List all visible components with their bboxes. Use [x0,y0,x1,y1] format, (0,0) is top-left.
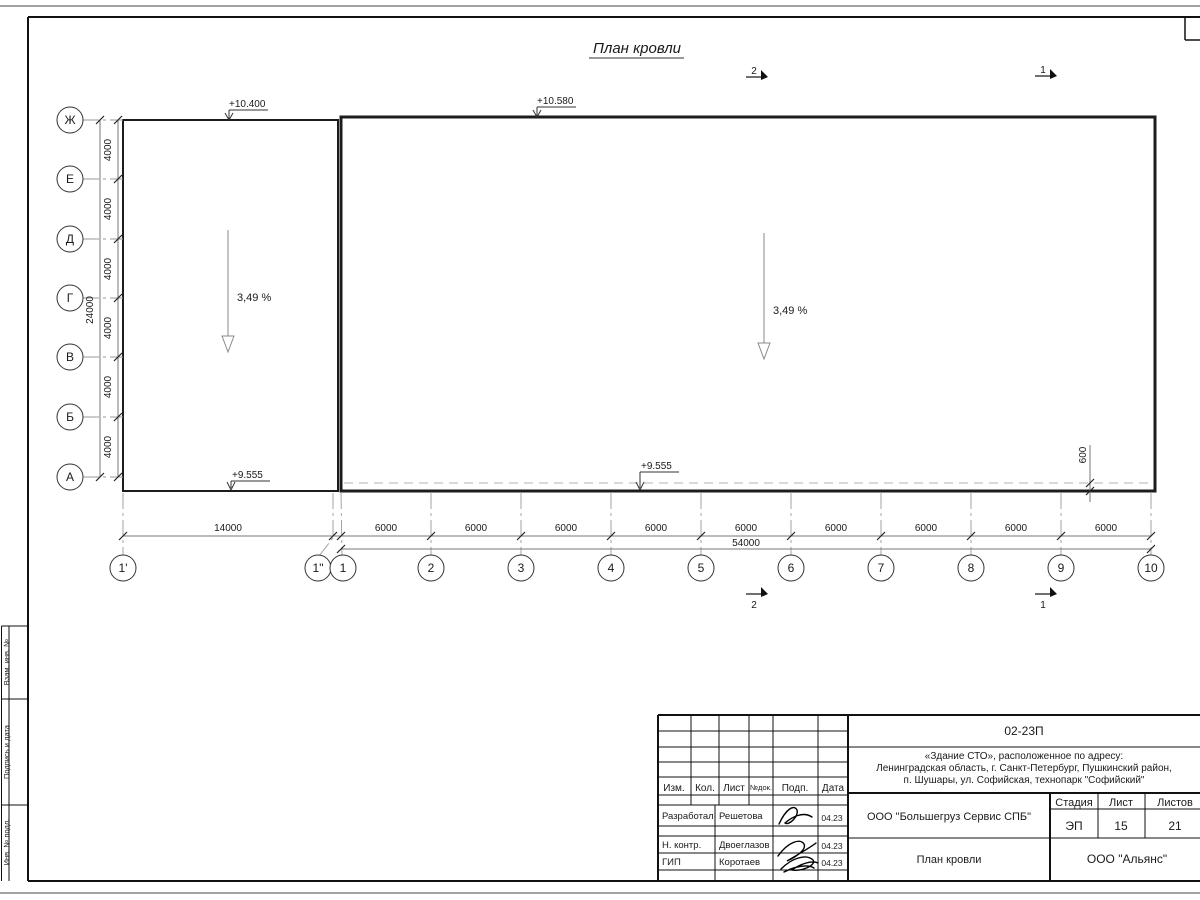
title-block [658,715,1200,881]
left-axis-grid [57,107,123,490]
tb-header-list: Лист [723,783,745,794]
axis-bubble-label: 10 [1144,561,1158,575]
dim-label-6000: 6000 [734,523,758,534]
dimension-ticks [119,532,1155,553]
axis-bubble-label: В [65,350,75,364]
axis-bubble-label: Б [66,410,74,424]
dim-label-54000: 54000 [732,538,760,549]
elevation-value: +10.400 [229,99,266,110]
elevation-mark-top-left [225,99,268,120]
dim-label-6000: 6000 [464,523,488,534]
tb-drawing-title: План кровли [916,854,982,866]
dim-label-6000: 6000 [644,523,668,534]
axis-bubble-label: 5 [697,561,705,575]
tb-doc-number: 02-23П [1004,724,1044,738]
dim-label-6000: 6000 [914,523,938,534]
axis-bubble-label: 1" [312,561,324,575]
dim-label-4000: 4000 [103,197,114,221]
dim-label-4000: 4000 [103,375,114,399]
tb-name: Двоеглазов [719,840,770,851]
dim-label-4000: 4000 [103,435,114,459]
dim-label-6000: 6000 [1004,523,1028,534]
right-building-outline [341,117,1155,491]
tb-stage-value: ЭП [1065,819,1083,833]
section-number: 2 [751,66,757,77]
signature-reshetova [779,808,812,824]
axis-bubble-label: Ж [64,113,76,127]
section-mark-2-bottom [746,587,768,611]
tb-header-ndok: №док. [750,783,772,792]
building-outlines [123,117,1155,491]
axis-bubble-label: 3 [517,561,525,575]
axis-bubble-label: 1 [339,561,347,575]
dim-label-6000: 6000 [824,523,848,534]
dim-label-6000: 6000 [554,523,578,534]
corner-doc-box [1185,18,1200,40]
dim-label-4000: 4000 [103,138,114,162]
tb-date: 04.23 [821,858,843,868]
dim-label-4000: 4000 [103,257,114,281]
axis-bubble-label: 1' [118,561,128,575]
tb-project-line: «Здание СТО», расположенное по адресу: [924,751,1124,762]
tb-header-podp: Подп. [781,783,809,794]
axis-bubble-label: Г [66,291,74,305]
tb-name: Коротаев [719,857,761,868]
axis-bubble-label: 9 [1057,561,1065,575]
margin-stamp-label: Подпись и дата [2,725,11,779]
dim-label-4000: 4000 [103,316,114,340]
tb-role: Н. контр. [662,840,702,851]
tb-stage-label: Стадия [1055,797,1093,809]
elevation-value: +10.580 [537,96,574,107]
tb-sheets-value: 21 [1168,819,1182,833]
tb-sheet-label: Лист [1109,797,1133,809]
tb-name: Решетова [719,811,763,822]
slope-value: 3,49 % [237,292,272,304]
section-number: 1 [1040,65,1046,76]
tb-date: 04.23 [821,813,843,823]
dim-label-6000: 6000 [1094,523,1118,534]
section-mark-2-top [746,66,768,80]
tb-header-kol: Кол. [695,783,715,794]
slope-value: 3,49 % [773,305,808,317]
axis-bubble-label: 4 [607,561,615,575]
left-building-outline [123,120,338,491]
tb-role: ГИП [662,857,681,868]
axis-bubble-label: 2 [427,561,435,575]
dim-label-24000: 24000 [85,296,96,324]
axis-bubble-label: Д [65,232,75,246]
tb-role: Разработал [662,811,714,822]
tb-header-data: Дата [821,783,845,794]
bottom-axis-grid [110,493,1164,581]
axis-bubble-label: Е [65,172,75,186]
section-number: 1 [1040,600,1046,611]
tb-project-line: п. Шушары, ул. Софийская, технопарк "Софийский" [903,775,1145,786]
elevation-value: +9.555 [232,470,263,481]
section-mark-1-top [1035,65,1057,79]
axis-bubble-label: 6 [787,561,795,575]
dim-label-14000: 14000 [214,523,242,534]
tb-company: ООО "Альянс" [1086,852,1168,866]
tb-sheet-value: 15 [1114,819,1128,833]
dim-label-600: 600 [1078,446,1089,464]
margin-stamp-label: Инв. № подл. [2,818,11,866]
elevation-value: +9.555 [641,461,672,472]
axis-bubble-label: 7 [877,561,885,575]
axis-bubble-label: 8 [967,561,975,575]
axis-bubble-label: А [65,470,75,484]
elevation-mark-top-right [533,96,576,117]
tb-sheets-label: Листов [1157,797,1193,809]
section-number: 2 [751,600,757,611]
tb-header-izm: Изм. [663,783,685,794]
tb-org: ООО "Большегруз Сервис СПБ" [866,811,1032,823]
signature-scribbles [778,808,818,872]
drawing-title-text: План кровли [593,40,681,57]
tb-project-line: Ленинградская область, г. Санкт-Петербург, Пушкинский район, [876,763,1172,774]
section-mark-1-bottom [1035,587,1057,611]
tb-date: 04.23 [821,841,843,851]
margin-stamp-label: Взам. инв. № [2,638,11,686]
dim-label-6000: 6000 [374,523,398,534]
